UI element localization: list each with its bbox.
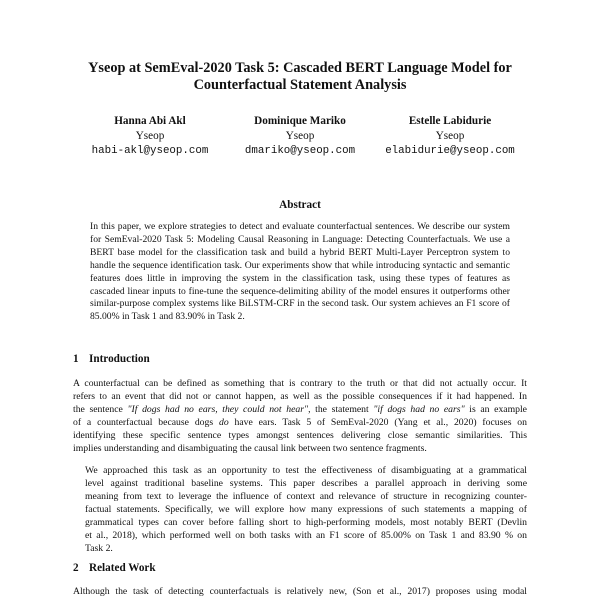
author-affiliation: Yseop xyxy=(285,130,315,142)
section-heading-introduction xyxy=(73,353,150,365)
paragraph-line: Task 2. xyxy=(85,543,113,554)
paragraph-line: identifying these specific sentence types amongst sentences delivering close semantic similarities. This xyxy=(73,430,527,441)
author-block xyxy=(360,114,540,159)
abstract-text: In this paper, we explore strategies to detect and evaluate counterfactual sentences. We describe our system for SemEval-2020 Task 5: Modeling Causal Reasoning in Language: Detecting Counterfactuals. We use a BERT base model for the classification task and build a hybrid BERT Multi-Layer Perceptron system to handle the sequence identification task. Our experiments show that while introducing syntactic and semantic features does little in improving the system in the classification task, using these types of features as cascaded linear inputs to fine-tune the sequence-delimiting ability of the model ensures it outperforms other similar-purpose complex systems like BiLSTM-CRF in the second task. Our system achieves an F1 score of 85.00% in Task 1 and 83.90% in Task 2. xyxy=(90,221,510,323)
section-number: 1 xyxy=(73,353,79,365)
paragraph-line: et al., 2018), which performed well on both tasks with an F1 score of 85.00% on Task 1 and 83.90 % on xyxy=(85,530,527,541)
intro-paragraph-1 xyxy=(73,377,527,455)
author-name: Estelle Labidurie xyxy=(408,115,492,127)
paragraph-line: grammatical types can cover before falling short to high-performing models, most notably BERT (Devlin xyxy=(85,517,527,528)
paragraph-line: factual statements. Specifically, we will explore how many expressions of such statements a mapping of xyxy=(85,504,527,515)
author-affiliation: Yseop xyxy=(435,130,465,142)
section-title: Introduction xyxy=(89,353,150,365)
paragraph-line: level against traditional baseline systems. This paper describes a parallel approach in deriving some xyxy=(85,478,527,489)
paragraph-line: of a counterfactual because dogs do have ears. Task 5 of SemEval-2020 (Yang et al., 2020) focuses on xyxy=(73,417,527,428)
section-number: 2 xyxy=(73,562,79,574)
author-name: Dominique Mariko xyxy=(254,115,346,127)
intro-paragraph-2 xyxy=(73,464,527,555)
author-email: elabidurie@yseop.com xyxy=(385,145,515,157)
section-heading-related-work xyxy=(73,562,156,574)
related-work-paragraph xyxy=(73,585,527,598)
paragraph-line: the sentence "If dogs had no ears, they could not hear", the statement "if dogs had no ears" is an example xyxy=(73,404,527,415)
paragraph-line: Although the task of detecting counterfactuals is relatively new, (Son et al., 2017) proposes using modal xyxy=(73,586,527,597)
author-email: dmariko@yseop.com xyxy=(244,145,356,157)
paragraph-line: meaning from text to leverage the influence of context and relevance of structure in recognizing counter- xyxy=(85,491,527,502)
author-name: Hanna Abi Akl xyxy=(114,115,186,127)
abstract-heading: Abstract xyxy=(279,199,321,211)
author-email: habi-akl@yseop.com xyxy=(91,145,209,157)
title-line-2: Counterfactual Statement Analysis xyxy=(193,77,407,93)
paragraph-line: refers to an event that did not or cannot happen, as well as the possible consequences if it had happened. In xyxy=(73,391,527,402)
paragraph-line: We approached this task as an opportunity to test the effectiveness of disambiguating at a grammatical xyxy=(85,465,527,476)
section-title: Related Work xyxy=(89,562,156,574)
paper-title xyxy=(60,60,540,94)
title-line-1: Yseop at SemEval-2020 Task 5: Cascaded BERT Language Model for xyxy=(88,60,512,76)
author-affiliation: Yseop xyxy=(135,130,165,142)
paragraph-line: implies understanding and disambiguating the causal link between two sentence fragments. xyxy=(73,443,427,454)
paragraph-line: A counterfactual can be defined as something that is contrary to the truth or that did not actually occur. It xyxy=(73,378,527,389)
